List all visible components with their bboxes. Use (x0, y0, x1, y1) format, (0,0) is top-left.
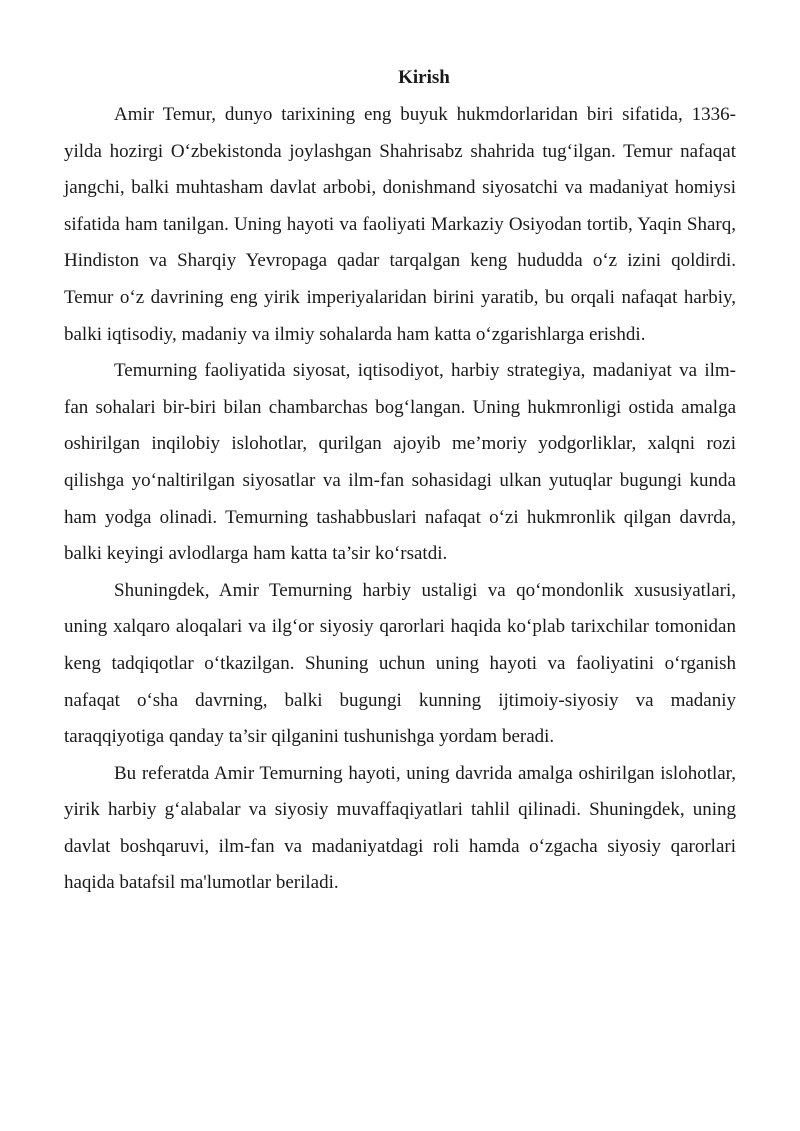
paragraph-referat-scope: Bu referatda Amir Temurning hayoti, uning davrida amalga oshirilgan islohotlar, yirik harbiy g‘alabalar va siyosiy muvaffaqiyatlari tahlil qilinadi. Shuningdek, uning davlat boshqaruvi, ilm-fan va madaniyatdagi roli hamda o‘zgacha siyosiy qarorlari haqida batafsil ma'lumotlar beriladi. (64, 762, 736, 894)
document-body (64, 97, 736, 902)
page-title: Kirish (398, 67, 450, 88)
paragraph-intro: Amir Temur, dunyo tarixining eng buyuk hukmdorlaridan biri sifatida, 1336-yilda hozirgi O‘zbekistonda joylashgan Shahrisabz shahrida tug‘ilgan. Temur nafaqat jangchi, balki muhtasham davlat arbobi, donishmand siyosatchi va madaniyat homiysi sifatida ham tanilgan. Uning hayoti va faoliyati Markaziy Osiyodan tortib, Yaqin Sharq, Hindiston va Sharqiy Yevropaga qadar tarqalgan keng hududda o‘z izini qoldirdi. Temur o‘z davrining eng yirik imperiyalaridan birini yaratib, bu orqali nafaqat harbiy, balki iqtisodiy, madaniy va ilmiy sohalarda ham katta o‘zgarishlarga erishdi. (64, 104, 736, 345)
paragraph-activities: Temurning faoliyatida siyosat, iqtisodiyot, harbiy strategiya, madaniyat va ilm-fan sohalari bir-biri bilan chambarchas bog‘langan. Uning hukmronligi ostida amalga oshirilgan inqilobiy islohotlar, qurilgan ajoyib me’moriy yodgorliklar, xalqni rozi qilishga yo‘naltirilgan siyosatlar va ilm-fan sohasidagi ulkan yutuqlar bugungi kunda ham yodga olinadi. Temurning tashabbuslari nafaqat o‘zi hukmronlik qilgan davrda, balki keyingi avlodlarga ham katta ta’sir ko‘rsatdi. (64, 360, 736, 565)
paragraph-military-leadership: Shuningdek, Amir Temurning harbiy ustaligi va qo‘mondonlik xususiyatlari, uning xalqaro aloqalari va ilg‘or siyosiy qarorlari haqida ko‘plab tarixchilar tomonidan keng tadqiqotlar o‘tkazilgan. Shuning uchun uning hayoti va faoliyatini o‘rganish nafaqat o‘sha davrning, balki bugungi kunning ijtimoiy-siyosiy va madaniy taraqqiyotiga qanday ta’sir qilganini tushunishga yordam beradi. (64, 579, 736, 748)
